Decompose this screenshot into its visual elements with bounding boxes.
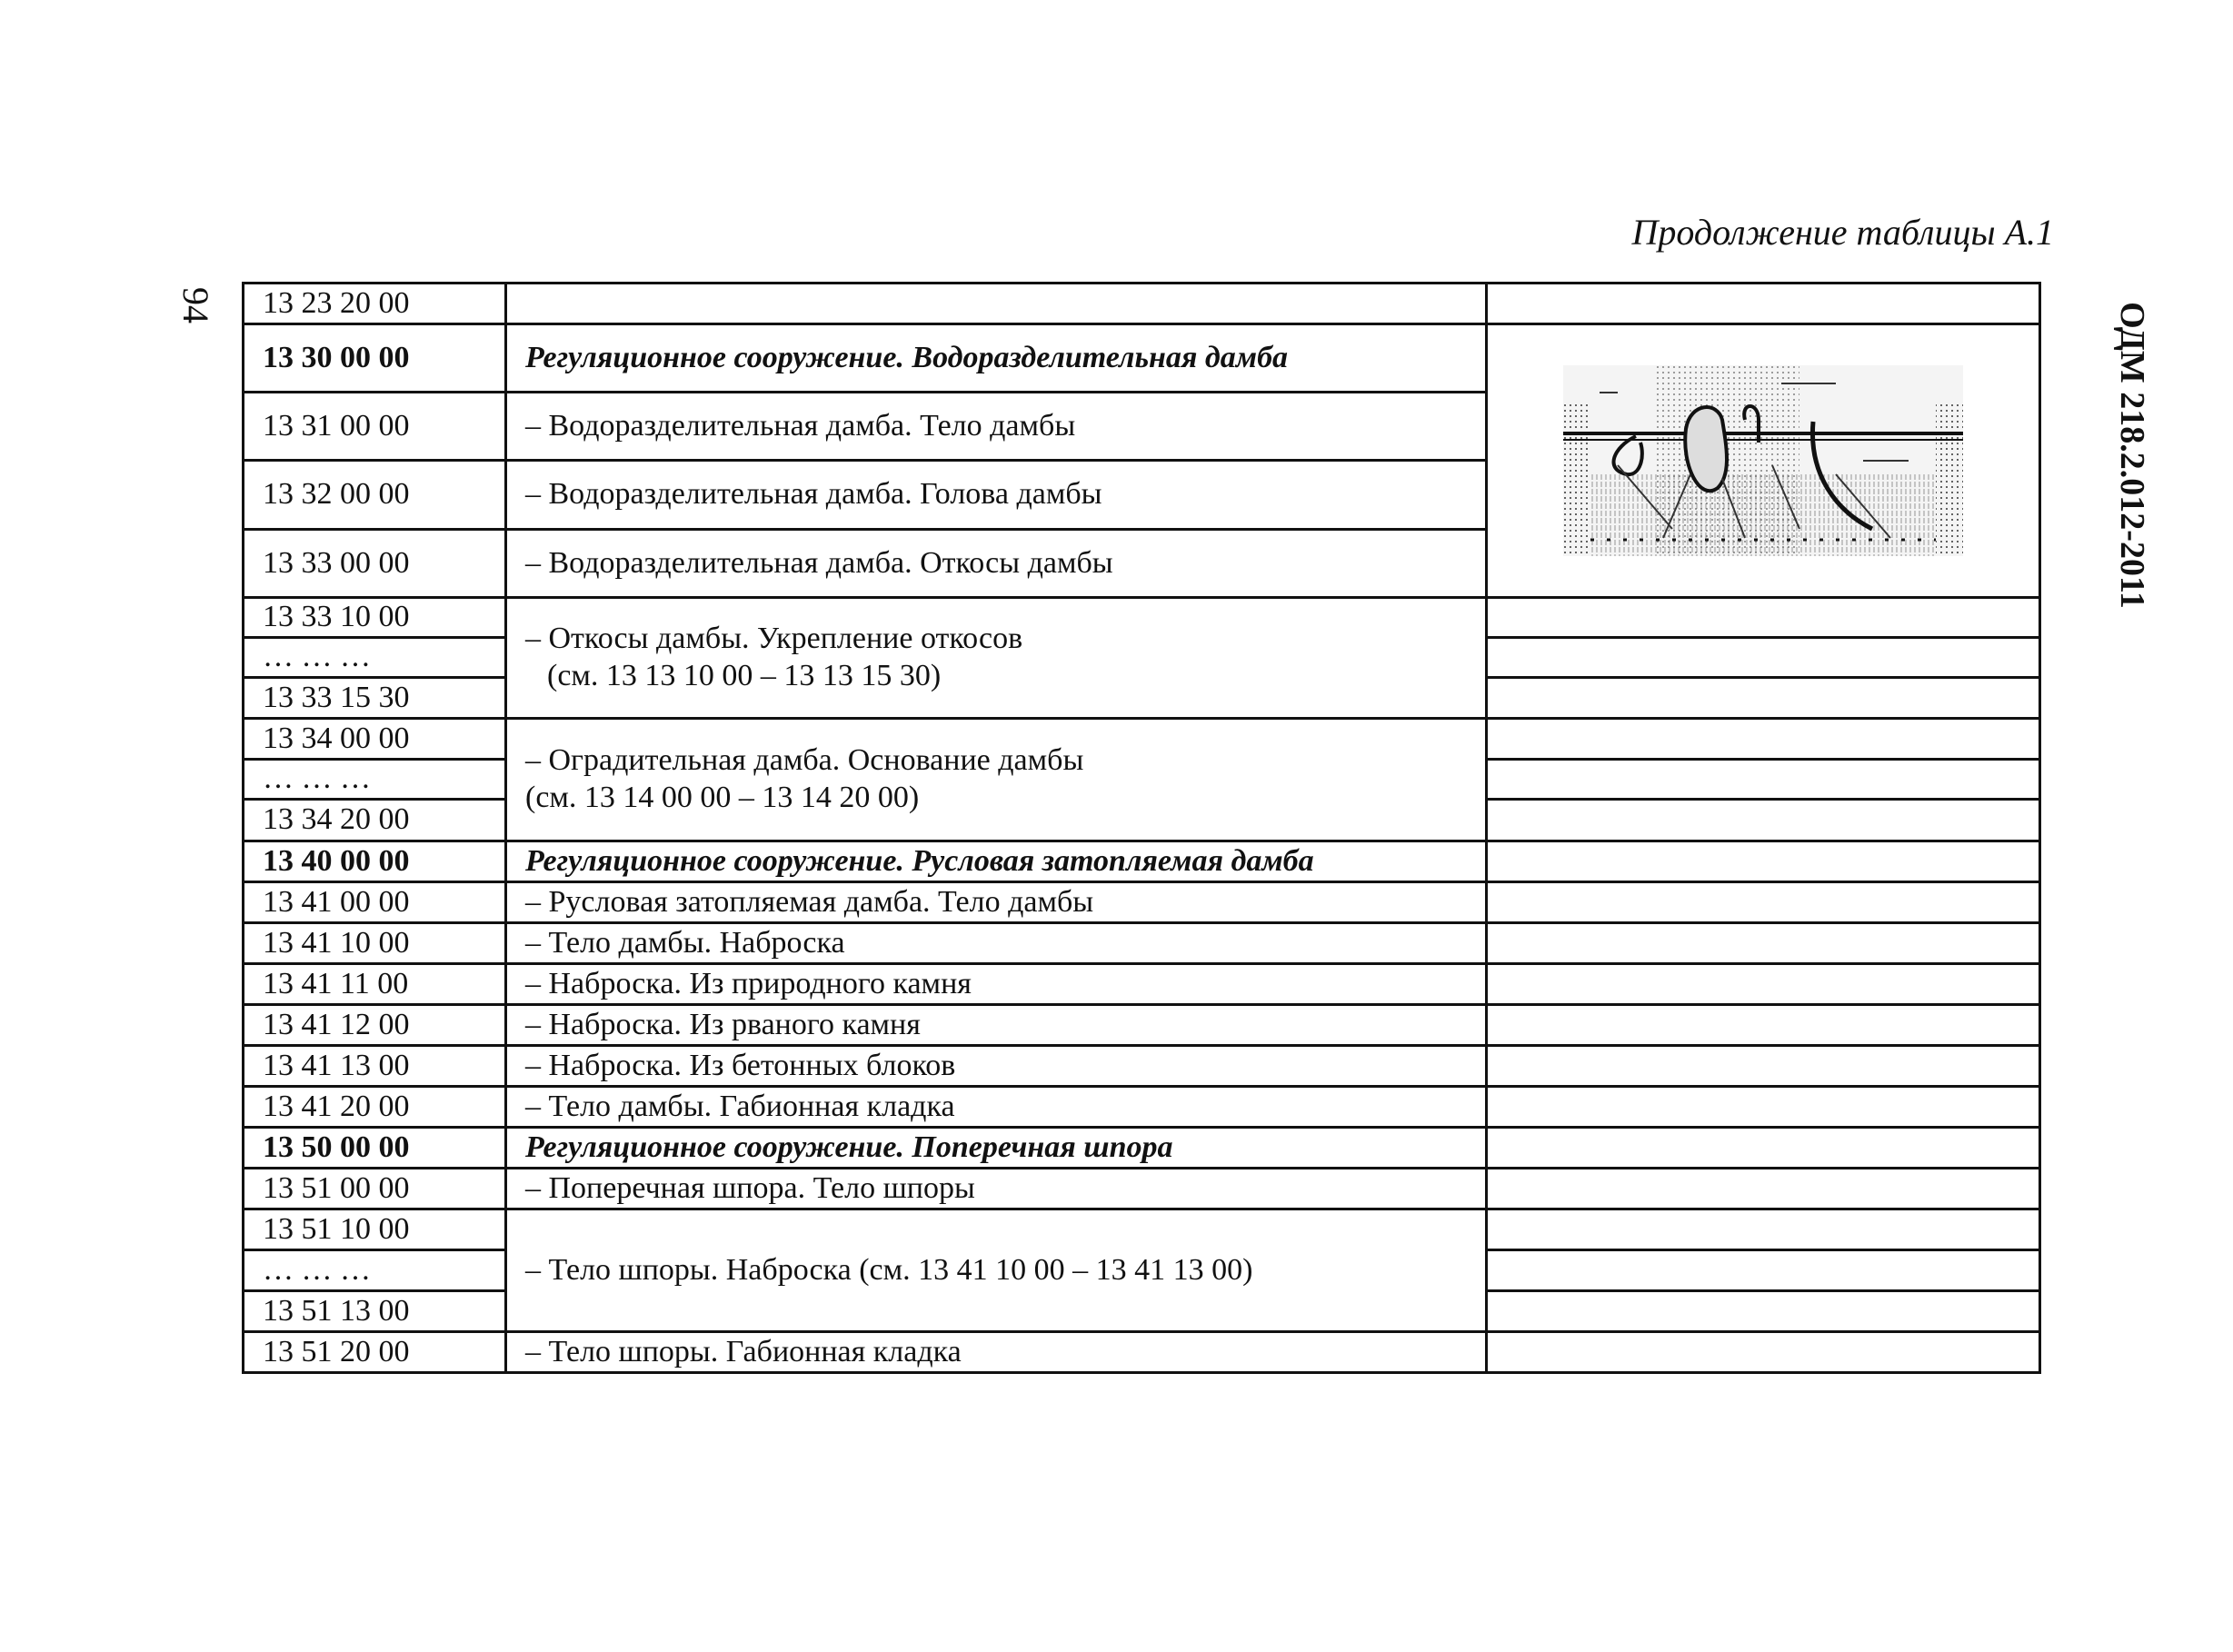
description-text: – Водоразделительная дамба. Голова дамбы (525, 477, 1102, 512)
code-cell (242, 1208, 507, 1251)
illustration-cell-empty (1485, 717, 2041, 761)
code-text: 13 33 00 00 (263, 545, 410, 580)
description-text: – Тело дамбы. Наброска (525, 925, 845, 960)
dam-diagram-figure (1563, 365, 1963, 556)
illustration-cell-empty (1485, 636, 2041, 679)
illustration-cell-empty (1485, 798, 2041, 842)
description-text: – Водоразделительная дамба. Тело дамбы (525, 408, 1076, 443)
code-text: … … … (263, 640, 371, 674)
code-cell-section (242, 323, 507, 393)
description-cell (504, 881, 1488, 924)
code-text: 13 40 00 00 (263, 843, 410, 878)
left-bank (1563, 402, 1590, 556)
description-cell (504, 1044, 1488, 1088)
code-cell (242, 798, 507, 842)
description-block (525, 742, 1083, 817)
description-cell-empty (504, 282, 1488, 325)
illustration-cell-empty (1485, 921, 2041, 965)
section-title: Регуляционное сооружение. Поперечная шпора (525, 1130, 1173, 1164)
code-text: 13 41 12 00 (263, 1007, 410, 1041)
illustration-cell-empty (1485, 1167, 2041, 1210)
code-text: 13 41 11 00 (263, 966, 409, 1000)
code-text: 13 51 10 00 (263, 1211, 410, 1246)
description-cell (504, 1330, 1488, 1374)
description-cell-merged (504, 717, 1488, 842)
description-reference: (см. 13 13 10 00 – 13 13 15 30) (547, 659, 942, 692)
description-cell-merged (504, 1208, 1488, 1333)
description-cell (504, 1167, 1488, 1210)
illustration-cell-empty (1485, 1289, 2041, 1333)
code-cell (242, 1167, 507, 1210)
description-cell-section (504, 323, 1488, 393)
bridge-piles (1590, 474, 1936, 556)
description-text: – Тело шпоры. Наброска (см. 13 41 10 00 – 13 41 13 00) (525, 1252, 1253, 1287)
code-text: 13 51 00 00 (263, 1170, 410, 1205)
description-cell (504, 528, 1488, 599)
illustration-cell-empty (1485, 881, 2041, 924)
illustration-cell-empty (1485, 840, 2041, 883)
code-cell (242, 1003, 507, 1047)
code-text: 13 23 20 00 (263, 285, 410, 320)
description-text: – Наброска. Из бетонных блоков (525, 1048, 956, 1082)
section-title: Регуляционное сооружение. Водоразделительная дамба (525, 340, 1289, 374)
illustration-cell-empty (1485, 758, 2041, 801)
description-text: – Поперечная шпора. Тело шпоры (525, 1170, 975, 1205)
section-title: Регуляционное сооружение. Русловая затопляемая дамба (525, 843, 1314, 878)
code-text: 13 50 00 00 (263, 1130, 410, 1164)
description-text: – Наброска. Из рваного камня (525, 1007, 921, 1041)
code-cell (242, 282, 507, 325)
code-text: 13 51 20 00 (263, 1334, 410, 1368)
page-number: 94 (175, 287, 216, 323)
illustration-cell-empty (1485, 1330, 2041, 1374)
illustration-cell-empty (1485, 676, 2041, 720)
code-text: 13 41 10 00 (263, 925, 410, 960)
code-cell (242, 962, 507, 1006)
code-cell (242, 1044, 507, 1088)
illustration-cell-empty (1485, 596, 2041, 639)
description-cell-section (504, 1126, 1488, 1169)
illustration-cell-empty (1485, 1044, 2041, 1088)
code-cell-ellipsis (242, 758, 507, 801)
description-text: – Водоразделительная дамба. Откосы дамбы (525, 545, 1113, 580)
code-text: 13 51 13 00 (263, 1293, 410, 1328)
code-text: 13 41 20 00 (263, 1089, 410, 1123)
code-text: 13 32 00 00 (263, 477, 410, 512)
code-cell (242, 921, 507, 965)
code-cell (242, 717, 507, 761)
description-cell (504, 459, 1488, 531)
description-cell-section (504, 840, 1488, 883)
code-text: 13 34 00 00 (263, 721, 410, 755)
code-cell (242, 459, 507, 531)
document-code: ОДМ 218.2.012-2011 (2113, 302, 2151, 609)
code-text: 13 33 15 30 (263, 680, 410, 714)
code-text: 13 31 00 00 (263, 408, 410, 443)
code-text: 13 30 00 00 (263, 340, 410, 374)
description-cell (504, 1085, 1488, 1129)
code-cell-section (242, 840, 507, 883)
illustration-cell-empty (1485, 962, 2041, 1006)
code-cell (242, 391, 507, 462)
description-cell (504, 962, 1488, 1006)
code-text: … … … (263, 1252, 371, 1287)
table-continuation-caption: Продолжение таблицы А.1 (1631, 212, 2054, 253)
description-text: – Оградительная дамба. Основание дамбы (525, 743, 1084, 778)
description-text: – Откосы дамбы. Укрепление откосов (525, 622, 1023, 656)
illustration-cell-empty (1485, 282, 2041, 325)
description-cell (504, 1003, 1488, 1047)
description-cell (504, 921, 1488, 965)
description-text: – Наброска. Из природного камня (525, 966, 972, 1000)
code-cell (242, 596, 507, 639)
description-text: – Русловая затопляемая дамба. Тело дамбы (525, 884, 1094, 919)
code-text: 13 41 13 00 (263, 1048, 410, 1082)
description-block (525, 621, 1022, 695)
description-text: – Тело дамбы. Габионная кладка (525, 1089, 955, 1123)
illustration-cell-empty (1485, 1208, 2041, 1251)
illustration-cell-empty (1485, 1249, 2041, 1292)
code-cell (242, 1085, 507, 1129)
code-text: 13 33 10 00 (263, 600, 410, 634)
description-cell-merged (504, 596, 1488, 720)
code-cell (242, 676, 507, 720)
code-cell (242, 528, 507, 599)
illustration-cell-empty (1485, 1126, 2041, 1169)
code-cell-ellipsis (242, 1249, 507, 1292)
code-cell (242, 881, 507, 924)
illustration-cell-empty (1485, 1085, 2041, 1129)
code-text: 13 34 20 00 (263, 802, 410, 837)
description-text: – Тело шпоры. Габионная кладка (525, 1334, 962, 1368)
illustration-cell (1485, 323, 2041, 599)
code-cell (242, 1289, 507, 1333)
code-text: … … … (263, 761, 371, 796)
code-cell-section (242, 1126, 507, 1169)
code-cell (242, 1330, 507, 1374)
description-reference: (см. 13 14 00 00 – 13 14 20 00) (525, 781, 920, 814)
code-cell-ellipsis (242, 636, 507, 679)
right-bank (1936, 402, 1963, 556)
code-text: 13 41 00 00 (263, 884, 410, 919)
description-cell (504, 391, 1488, 462)
illustration-cell-empty (1485, 1003, 2041, 1047)
